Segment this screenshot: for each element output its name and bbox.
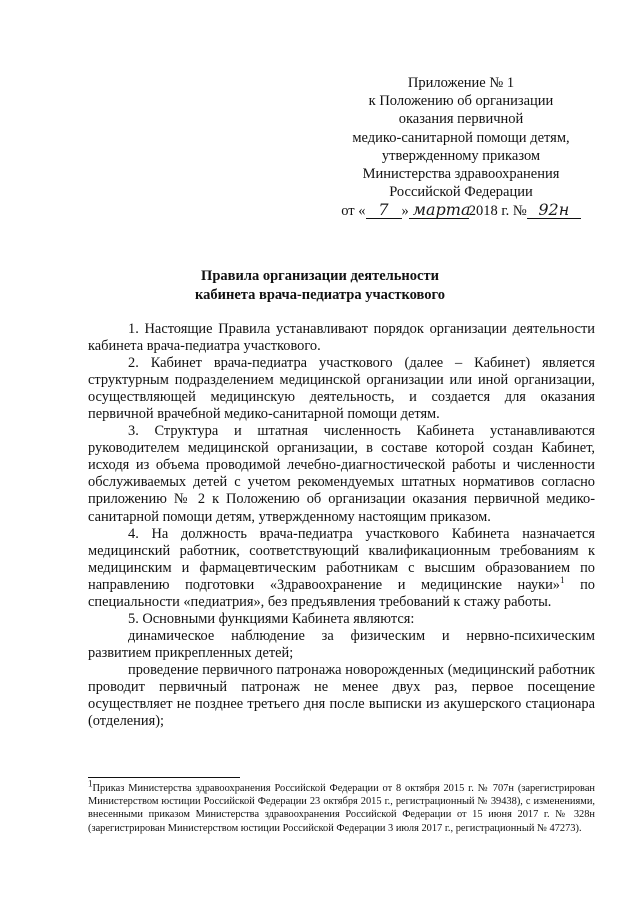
- date-prefix: от «: [341, 203, 366, 220]
- appendix-line: к Положению об организации: [368, 93, 554, 110]
- paragraph-1: 1. Настоящие Правила устанавливают порядок организации деятельности кабинета врача-педиатра участкового.: [88, 321, 595, 355]
- paragraph-2: 2. Кабинет врача-педиатра участкового (далее – Кабинет) является структурным подразделением медицинской организации или иной организации, осуществляющей медицинскую деятельность, и создается для оказания первичной врачебной медико-санитарной помощи детям.: [88, 355, 595, 423]
- handwritten-month: марта: [409, 202, 469, 219]
- title-line-1: Правила организации деятельности: [201, 268, 439, 284]
- footnote-reference: 1: [560, 574, 565, 585]
- appendix-line: медико-санитарной помощи детям,: [352, 129, 570, 146]
- appendix-header: [300, 74, 622, 221]
- paragraph-3: 3. Структура и штатная численность Кабинета устанавливаются руководителем медицинской организации, в составе которой создан Кабинет, исходя из объема проводимой лечебно-диагностической работы и численности обслуживаемых детей с учетом рекомендуемых штатных нормативов согласно приложению № 2 к Положению об организации оказания первичной медико-санитарной помощи детям, утвержденному настоящим приказом.: [88, 423, 595, 525]
- paragraph-4-text-end: по специальности «педиатрия», без предъявления требований к стажу работы.: [88, 576, 595, 610]
- appendix-line: Министерства здравоохранения: [362, 166, 560, 183]
- paragraph-4-text: 4. На должность врача-педиатра участкового Кабинета назначается медицинский работник, соответствующий квалификационным требованиям к медицинским и фармацевтическим работникам с высшим образованием по направлению подготовки «Здравоохранение и медицинские науки»: [88, 525, 595, 593]
- footnote-text: Приказ Министерства здравоохранения Российской Федерации от 8 октября 2015 г. № 707н (зарегистрирован Министерством юстиции Российской Федерации 23 октября 2015 г., регистрационный № 39438), с изменениями, внесенными приказом Министерства здравоохранения Российской Федерации от 15 июня 2017 г. № 328н (зарегистрирован Министерством юстиции Российской Федерации 3 июля 2017 г., регистрационный № 47273).: [88, 783, 595, 834]
- title-line-2: кабинета врача-педиатра участкового: [195, 286, 445, 303]
- handwritten-day: 7: [366, 202, 402, 219]
- document-title: [0, 267, 640, 304]
- footnote-mark: 1: [88, 778, 93, 789]
- appendix-line: Приложение № 1: [407, 75, 515, 91]
- order-date-line: [300, 202, 622, 220]
- footnote-divider: [88, 777, 240, 778]
- date-mid: »: [401, 203, 409, 220]
- paragraph-5: 5. Основными функциями Кабинета являются:: [128, 610, 415, 627]
- paragraph-4: [88, 526, 595, 611]
- appendix-line: утвержденному приказом: [381, 147, 541, 164]
- appendix-line: оказания первичной: [398, 111, 524, 128]
- function-item: проведение первичного патронажа новорожденных (медицинский работник проводит первичный патронаж не менее двух раз, первое посещение осуществляет не позднее третьего дня после выписки из акушерского стационара (отделения);: [88, 661, 595, 730]
- appendix-line: Российской Федерации: [389, 184, 533, 201]
- document-body: [88, 321, 595, 730]
- handwritten-order-number: 92н: [527, 202, 581, 219]
- function-item: динамическое наблюдение за физическим и нервно-психическим развитием прикрепленных детей;: [88, 627, 595, 661]
- date-year: 2018 г. №: [468, 203, 527, 220]
- footnote: [88, 778, 595, 835]
